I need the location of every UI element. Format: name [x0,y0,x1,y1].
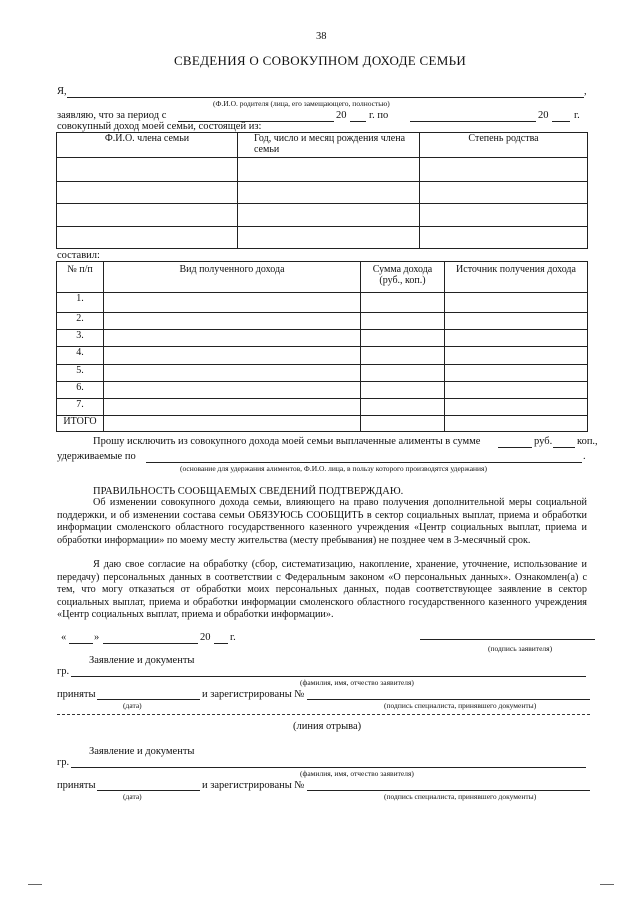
family-header-name: Ф.И.О. члена семьи [57,133,238,158]
date-year-field[interactable] [214,643,228,644]
receipt-registered: и зарегистрированы № [202,689,305,700]
receipt-date-field[interactable] [97,790,200,791]
receipt-accepted: приняты [57,780,96,791]
table-row-total: ИТОГО [57,416,588,432]
page-title: СВЕДЕНИЯ О СОВОКУПНОМ ДОХОДЕ СЕМЬИ [173,53,467,68]
year-suffix-1: г. по [369,110,389,121]
receipt-accepted: приняты [57,689,96,700]
receipt-applicant-name-field[interactable] [71,676,586,677]
consent-paragraph: Я даю свое согласие на обработку (сбор, систематизацию, накопление, хранение, уточнение, использование и передачу) персональных данных в соответствии с Федеральным законом «О персональных данных». Ознакомлен(а) с тем, что могу отказаться от обработки моих персональных данных, подав соответствующее заявление в сектор социальных выплат, приема и обработки информации смоленского областного государственного казенного учреждения «Центр социальных выплат, приема и обработки информации». [57,559,587,621]
page-edge-mark [28,884,42,885]
label-declare: заявляю, что за период с [57,110,167,121]
applicant-signature-field[interactable] [420,639,595,640]
year-prefix-1: 20 [336,110,347,121]
receipt-number-field[interactable] [307,699,590,700]
receipt-gr: гр. [57,757,70,768]
label-ya: Я, [57,86,67,97]
income-intro: составил: [57,250,100,261]
income-header-amount: Сумма дохода (руб., коп.) [361,262,445,293]
table-row: 1. [57,293,588,313]
page-number: 38 [316,31,327,42]
alimony-end-dot: . [583,451,586,462]
receipt-specialist-caption: (подпись специалиста, принявшего документы) [384,701,537,710]
table-row: 7. [57,399,588,416]
date-close-quote: » [94,632,100,643]
alimony-text: Прошу исключить из совокупного дохода моей семьи выплаченные алименты в сумме [93,436,481,447]
alimony-rub: руб. [534,436,553,447]
parent-name-field[interactable] [67,97,584,98]
tear-line-label: (линия отрыва) [293,721,362,732]
date-year-prefix: 20 [200,632,211,643]
income-table [56,261,588,432]
tear-line-divider [57,714,590,715]
date-open-quote: « [61,632,67,643]
income-header-type: Вид полученного дохода [104,262,361,293]
period-to-year-field[interactable] [552,121,570,122]
family-header-relation: Степень родства [420,133,588,158]
comma: , [584,86,587,97]
receipt-date-field[interactable] [97,699,200,700]
family-intro: совокупный доход моей семьи, состоящей из: [57,121,262,132]
table-row [57,182,588,204]
income-header-number: № п/п [57,262,104,293]
table-row [57,158,588,182]
receipt-specialist-caption: (подпись специалиста, принявшего документы) [384,792,537,801]
table-row: 4. [57,347,588,365]
table-row: 5. [57,365,588,382]
alimony-rub-field[interactable] [498,447,532,448]
period-from-year-field[interactable] [350,121,366,122]
date-day-field[interactable] [69,643,93,644]
parent-name-caption: (Ф.И.О. родителя (лица, его замещающего, полностью) [213,99,390,108]
table-row [57,204,588,227]
table-row [57,227,588,249]
receipt-registered: и зарегистрированы № [202,780,305,791]
page-edge-mark [600,884,614,885]
alimony-basis-field[interactable] [146,462,582,463]
date-year-suffix: г. [230,632,236,643]
family-header-birth: Год, число и месяц рождения члена семьи [238,133,420,158]
family-table [56,132,588,249]
table-row: 6. [57,382,588,399]
receipt-date-caption: (дата) [123,792,142,801]
period-to-field[interactable] [410,121,536,122]
obligation-paragraph: Об изменении совокупного дохода семьи, влияющего на право получения дополнительной меры социальной поддержки, и об изменении состава семьи ОБЯЗУЮСЬ СООБЩИТЬ в сектор социальных выплат, приема и обработки информации смоленского областного государственного казенного учреждения «Центр социальных выплат, приема и обработки информации» по моему месту жительства (месту пребывания) не позднее чем в 3-месячный срок. [57,497,587,546]
receipt-title: Заявление и документы [89,746,195,757]
applicant-signature-caption: (подпись заявителя) [488,644,553,653]
year-prefix-2: 20 [538,110,549,121]
alimony-kop-field[interactable] [553,447,575,448]
receipt-name-caption: (фамилия, имя, отчество заявителя) [300,769,414,778]
confirm-statement: ПРАВИЛЬНОСТЬ СООБЩАЕМЫХ СВЕДЕНИЙ ПОДТВЕРЖДАЮ. [93,486,404,497]
year-suffix-2: г. [574,110,580,121]
receipt-name-caption: (фамилия, имя, отчество заявителя) [300,678,414,687]
date-month-field[interactable] [103,643,198,644]
alimony-kop: коп., [577,436,598,447]
receipt-number-field[interactable] [307,790,590,791]
table-row: 2. [57,313,588,330]
receipt-title: Заявление и документы [89,655,195,666]
alimony-caption: (основание для удержания алиментов, Ф.И.О. лица, в пользу которого производятся удержания) [180,464,488,473]
receipt-gr: гр. [57,666,70,677]
receipt-date-caption: (дата) [123,701,142,710]
table-row: 3. [57,330,588,347]
income-header-source: Источник получения дохода [445,262,588,293]
receipt-applicant-name-field[interactable] [71,767,586,768]
alimony-basis-label: удерживаемые по [57,451,136,462]
